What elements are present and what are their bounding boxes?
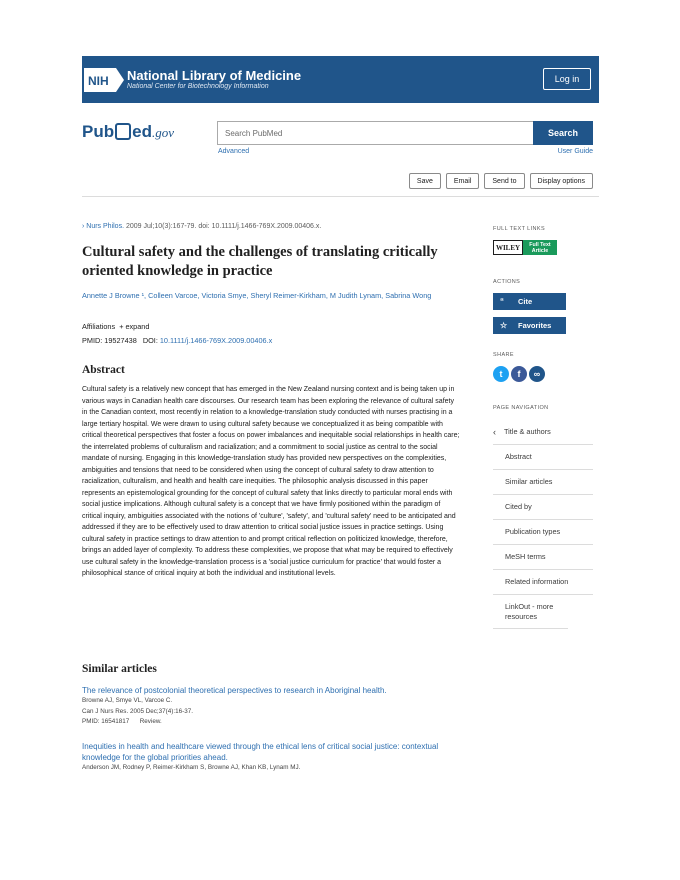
similar-article-title[interactable]: Inequities in health and healthcare viewed through the ethical lens of critical social justice: contextual knowledge for the global priorities ahead.	[82, 742, 439, 762]
chevron-right-icon: ›	[82, 223, 87, 230]
favorites-button[interactable]	[493, 317, 566, 334]
citation-line	[82, 223, 321, 230]
similar-article-item	[82, 685, 462, 728]
journal-link[interactable]: Nurs Philos.	[86, 223, 125, 230]
nih-subtitle: National Center for Biotechnology Information	[127, 83, 269, 90]
full-text-links-label: FULL TEXT LINKS	[493, 226, 546, 232]
twitter-icon[interactable]: t	[493, 366, 509, 382]
similar-article-source: Can J Nurs Res. 2005 Dec;37(4):16-37.	[82, 707, 193, 715]
pubmed-logo-med: ed	[132, 122, 152, 141]
nav-item-publication-types[interactable]: Publication types	[493, 520, 593, 545]
citation-details: 2009 Jul;10(3):167-79. doi: 10.1111/j.1466-769X.2009.00406.x.	[124, 223, 322, 230]
page-navigation	[493, 420, 593, 629]
save-button[interactable]: Save	[409, 173, 441, 189]
cite-label: Cite	[518, 297, 533, 306]
nav-item-title-authors[interactable]	[493, 420, 593, 445]
wiley-badge	[523, 240, 557, 255]
chevron-left-icon: ‹	[493, 427, 496, 437]
search-input[interactable]: Search PubMed	[217, 121, 533, 145]
link-icon[interactable]: ∞	[529, 366, 545, 382]
wiley-logo: WILEY	[493, 240, 523, 255]
nih-title[interactable]: National Library of Medicine	[127, 68, 302, 83]
nav-item-related-information[interactable]: Related information	[493, 570, 593, 595]
page-navigation-label: PAGE NAVIGATION	[493, 405, 549, 411]
share-label: SHARE	[493, 352, 514, 358]
quote-icon: “	[500, 297, 504, 306]
similar-article-item	[82, 741, 462, 774]
affiliations-label: Affiliations	[82, 322, 116, 331]
cite-button[interactable]	[493, 293, 566, 310]
nav-item-abstract[interactable]: Abstract	[493, 445, 593, 470]
favorites-label: Favorites	[518, 321, 552, 330]
identifiers	[82, 336, 272, 345]
abstract-heading: Abstract	[82, 364, 125, 376]
send-to-button[interactable]: Send to	[484, 173, 524, 189]
star-icon: ☆	[500, 321, 508, 330]
display-options-button[interactable]: Display options	[530, 173, 593, 189]
similar-articles-heading: Similar articles	[82, 663, 157, 675]
pubmed-logo-gov: .gov	[151, 125, 174, 140]
facebook-icon[interactable]: f	[511, 366, 527, 382]
wiley-article: Article	[531, 247, 549, 254]
nav-item-mesh-terms[interactable]: MeSH terms	[493, 545, 593, 570]
similar-article-pmid: PMID: 16541817 Review.	[82, 718, 162, 725]
share-buttons	[493, 366, 545, 382]
pubmed-m-icon	[115, 123, 131, 140]
email-button[interactable]: Email	[446, 173, 480, 189]
expand-affiliations-button[interactable]: + expand	[119, 322, 150, 331]
svg-text:NIH: NIH	[88, 74, 109, 88]
nav-item-similar-articles[interactable]: Similar articles	[493, 470, 593, 495]
pubmed-logo-pub: Pub	[82, 122, 115, 141]
pubmed-logo[interactable]	[82, 122, 174, 148]
nih-logo-icon[interactable]	[84, 68, 124, 92]
nav-item-cited-by[interactable]: Cited by	[493, 495, 593, 520]
login-button[interactable]: Log in	[543, 68, 591, 90]
wiley-full-text-link[interactable]	[493, 240, 557, 255]
abstract-text: Cultural safety is a relatively new concept that has emerged in the New Zealand nursing context and is being taken up in various ways in Canadian health care discourses. Our research team has been exploring the relevance of cultural safety in the Canadian context, most recently in relation to a knowledge-translation study conducted with nurses practising in a large tertiary hospital. We were drawn to using cultural safety because we conceptualized it as being compatible with critical theoretical perspectives that foster a focus on power imbalances and inequitable social relationships in health care; the interrelated problems of culturalism and racialization; and a commitment to social justice as central to the social mandate of nursing. Engaging in this knowledge-translation study has provided new perspectives on the complexities, ambiguities and tensions that need to be considered when using the concept of cultural safety to draw attention to racialization, culturalism, and health and health care inequities. The philosophic analysis discussed in this paper represents an epistemological grounding for the concept of cultural safety that links directly to particular moral ends with social justice implications. Although cultural safety is a concept that we have firmly positioned within the paradigm of critical inquiry, ambiguities associated with the notions of 'culture', 'safety', and 'cultural safety' need to be anticipated and addressed if they are to be effectively used to draw attention to critical social justice issues in practice settings. Using cultural safety in practice settings to draw attention to and prompt critical reflection on politicized knowledge, therefore, brings an added layer of complexity. To address these complexities, we propose that what may be required to effectively use cultural safety in the knowledge-translation process is a 'social justice curriculum for practice' that would foster a philosophical stance of critical inquiry at both the individual and institutional levels.	[82, 386, 460, 577]
wiley-full-text: Full Text	[529, 241, 551, 248]
author-list[interactable]: Annette J Browne ¹, Colleen Varcoe, Victoria Smye, Sheryl Reimer-Kirkham, M Judith Lynam, Sabrina Wong	[82, 291, 432, 300]
header-divider	[82, 196, 599, 197]
similar-article-authors: Anderson JM, Rodney P, Reimer-Kirkham S, Browne AJ, Khan KB, Lynam MJ.	[82, 764, 301, 771]
nav-item-label: Title & authors	[504, 427, 551, 436]
user-guide-link[interactable]: User Guide	[557, 148, 593, 155]
actions-label: ACTIONS	[493, 279, 521, 285]
pmid-text: PMID: 19527438 DOI:	[82, 336, 160, 345]
article-toolbar	[409, 173, 593, 189]
doi-link[interactable]: 10.1111/j.1466-769X.2009.00406.x	[159, 336, 273, 345]
similar-article-title[interactable]: The relevance of postcolonial theoretical perspectives to research in Aboriginal health.	[82, 686, 387, 695]
similar-article-authors: Browne AJ, Smye VL, Varcoe C.	[82, 697, 173, 704]
article-title: Cultural safety and the challenges of translating critically oriented knowledge in practice	[82, 244, 438, 279]
nav-item-linkout[interactable]: LinkOut - more resources	[493, 595, 568, 629]
advanced-search-link[interactable]: Advanced	[218, 148, 250, 155]
affiliations-row[interactable]	[82, 322, 149, 331]
search-button[interactable]: Search	[533, 121, 593, 145]
nih-banner	[82, 56, 599, 103]
